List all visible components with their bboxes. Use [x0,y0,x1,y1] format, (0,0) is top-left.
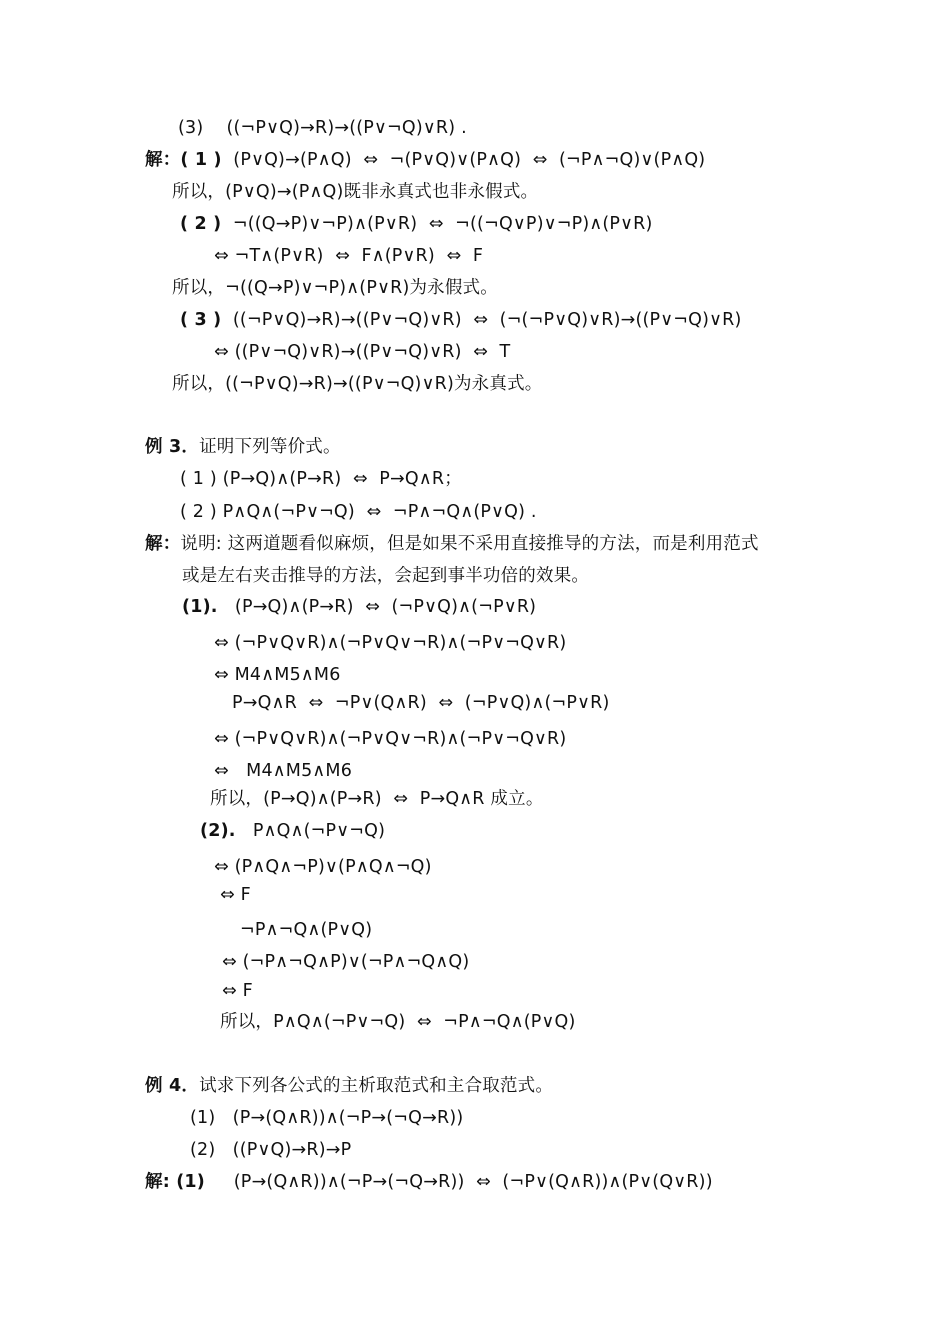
line-7-text: ((¬P∨Q)→R)→((P∨¬Q)∨R) ⇔ (¬(¬P∨Q)∨R)→((P∨¬Q)∨R) [221,310,742,330]
line-23 [214,855,432,879]
line-16-text: ⇔ (¬P∨Q∨R)∧(¬P∨Q∨¬R)∧(¬P∨¬Q∨R) [214,633,567,653]
line-19 [214,727,566,751]
line-2 [145,148,705,172]
line-22-text: P∧Q∧(¬P∨¬Q) [235,821,386,841]
line-9-text: 所以，((¬P∨Q)→R)→((P∨¬Q)∨R)为永真式。 [172,374,543,394]
line-21-text: 所以，(P→Q)∧(P→R) ⇔ P→Q∧R 成立。 [210,789,544,809]
line-29-text: 试求下列各公式的主析取范式和主合取范式。 [199,1076,554,1096]
line-31-text: (2) ((P∨Q)→R)→P [190,1140,352,1160]
line-24 [220,883,251,907]
line-28-text: 所以，P∧Q∧(¬P∨¬Q) ⇔ ¬P∧¬Q∧(P∨Q) [220,1012,576,1032]
line-14 [182,564,589,588]
line-20 [214,759,352,783]
line-9 [172,372,542,396]
line-26-text: ⇔ (¬P∧¬Q∧P)∨(¬P∧¬Q∧Q) [222,952,470,972]
line-27 [222,979,253,1003]
line-4-label: ( 2 ) [180,214,222,234]
line-12-text: ( 2 ) P∧Q∧(¬P∨¬Q) ⇔ ¬P∧¬Q∧(P∨Q) . [180,502,537,522]
line-32-label: 解: (1) [145,1172,205,1192]
line-27-text: ⇔ F [222,981,253,1001]
line-11-text: ( 1 ) (P→Q)∧(P→R) ⇔ P→Q∧R； [180,469,462,489]
line-13 [145,532,759,556]
line-18 [232,691,610,715]
line-29-label: 例 4． [145,1076,200,1096]
line-31 [190,1138,351,1162]
line-32 [145,1170,713,1194]
line-4 [180,212,653,236]
line-30-text: (1) (P→(Q∧R))∧(¬P→(¬Q→R)) [190,1108,464,1128]
line-13-text: 说明: 这两道题看似麻烦，但是如果不采用直接推导的方法，而是利用范式 [180,534,759,554]
line-1-text: (3) ((¬P∨Q)→R)→((P∨¬Q)∨R) . [178,118,467,138]
line-8-text: ⇔ ((P∨¬Q)∨R)→((P∨¬Q)∨R) ⇔ T [214,342,511,362]
line-10-text: 证明下列等价式。 [199,437,341,457]
line-17-text: ⇔ M4∧M5∧M6 [214,665,341,685]
line-11 [180,467,462,491]
line-17 [214,663,341,687]
line-5-text: ⇔ ¬T∧(P∨R) ⇔ F∧(P∨R) ⇔ F [214,246,484,266]
line-3-text: 所以，(P∨Q)→(P∧Q)既非永真式也非永假式。 [172,182,539,202]
line-23-text: ⇔ (P∧Q∧¬P)∨(P∧Q∧¬Q) [214,857,432,877]
line-15 [182,595,536,619]
line-20-text: ⇔ M4∧M5∧M6 [214,761,353,781]
line-15-label: (1). [182,597,218,617]
line-18-text: P→Q∧R ⇔ ¬P∨(Q∧R) ⇔ (¬P∨Q)∧(¬P∨R) [232,693,610,713]
line-10-label: 例 3． [145,437,200,457]
line-25-text: ¬P∧¬Q∧(P∨Q) [240,920,373,940]
line-13-label: 解： [145,534,181,554]
line-8 [214,340,510,364]
line-10 [145,435,341,459]
line-25 [240,918,372,942]
line-6 [172,276,498,300]
line-2-label: 解：( 1 ) [145,150,222,170]
line-5 [214,244,483,268]
line-32-text: (P→(Q∧R))∧(¬P→(¬Q→R)) ⇔ (¬P∨(Q∧R))∧(P∨(Q∨R)) [204,1172,713,1192]
line-26 [222,950,469,974]
line-12 [180,500,537,524]
line-16 [214,631,566,655]
line-22 [200,819,385,843]
line-22-label: (2). [200,821,236,841]
line-30 [190,1106,463,1130]
line-7-label: ( 3 ) [180,310,222,330]
line-24-text: ⇔ F [220,885,251,905]
line-14-text: 或是左右夹击推导的方法，会起到事半功倍的效果。 [182,566,590,586]
line-6-text: 所以，¬((Q→P)∨¬P)∧(P∨R)为永假式。 [172,278,498,298]
line-3 [172,180,538,204]
line-7 [180,308,742,332]
line-19-text: ⇔ (¬P∨Q∨R)∧(¬P∨Q∨¬R)∧(¬P∨¬Q∨R) [214,729,567,749]
line-29 [145,1074,553,1098]
line-1 [178,116,467,140]
line-2-text: (P∨Q)→(P∧Q) ⇔ ¬(P∨Q)∨(P∧Q) ⇔ (¬P∧¬Q)∨(P∧Q) [221,150,706,170]
line-4-text: ¬((Q→P)∨¬P)∧(P∨R) ⇔ ¬((¬Q∨P)∨¬P)∧(P∨R) [221,214,653,234]
line-15-text: (P→Q)∧(P→R) ⇔ (¬P∨Q)∧(¬P∨R) [217,597,537,617]
line-21 [210,787,544,811]
line-28 [220,1010,576,1034]
